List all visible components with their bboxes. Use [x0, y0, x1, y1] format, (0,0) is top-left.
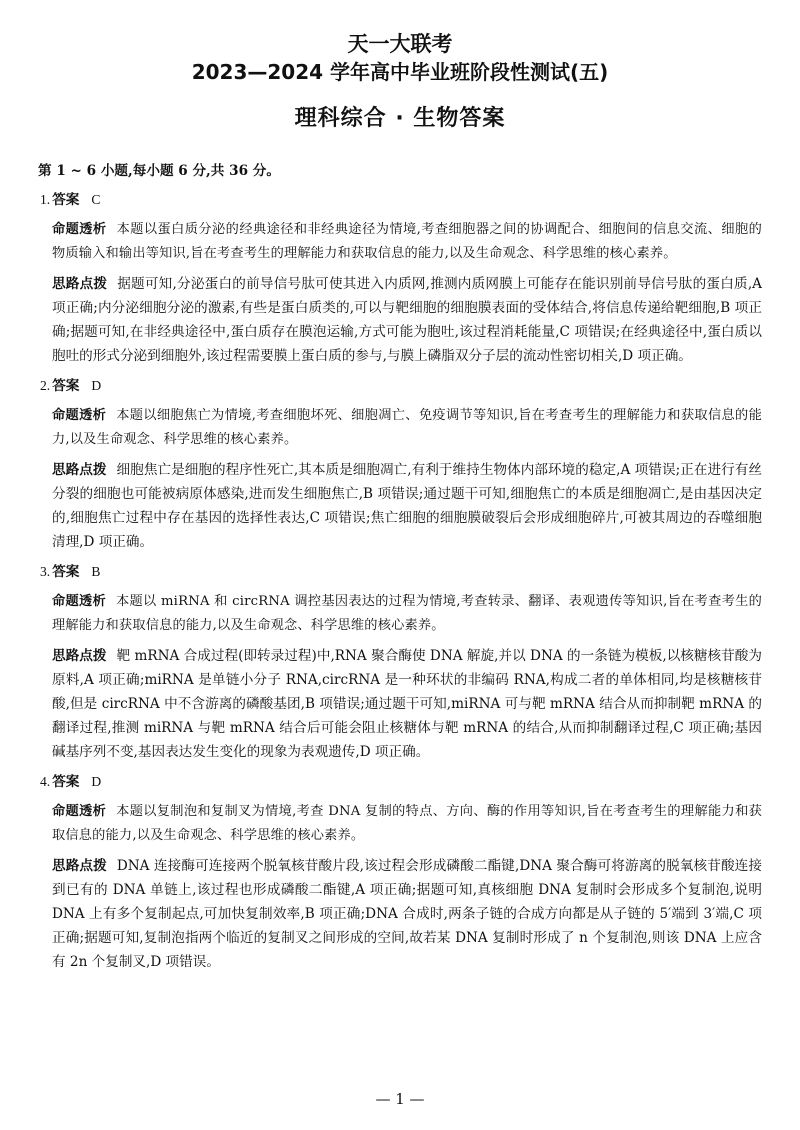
analysis-paragraph	[52, 272, 762, 368]
question-header	[38, 560, 762, 584]
question-number: 4.	[40, 774, 51, 789]
intent-paragraph	[52, 404, 762, 452]
answer-label: 答案	[52, 192, 80, 208]
intent-paragraph	[52, 218, 762, 266]
subject-title: 理科综合 · 生物答案	[294, 106, 506, 131]
answer-label: 答案	[52, 774, 80, 790]
question-header	[38, 374, 762, 398]
analysis-paragraph	[52, 458, 762, 554]
answer-value: D	[91, 774, 102, 789]
intent-paragraph	[52, 800, 762, 848]
question-number: 2.	[40, 378, 51, 393]
intent-label: 命题透析	[52, 804, 107, 819]
question-block-1	[38, 188, 762, 368]
answer-value: B	[91, 564, 101, 579]
analysis-text: DNA 连接酶可连接两个脱氧核苷酸片段,该过程会形成磷酸二酯键,DNA 聚合酶可将游离的脱氧核苷酸连接到已有的 DNA 单链上,该过程也形成磷酸二酯键,A 项正确;据题可知,真核细胞 DNA 复制时会形成多个复制泡,说明 DNA 上有多个复制起点,可加快复制效率,B 项正确;DNA 合成时,两条子链的合成方向都是从子链的 5′端到 3′端,C 项正确;据题可知,复制泡指两个临近的复制叉之间形成的空间,故若某 DNA 复制时形成了 n 个复制泡,则该 DNA 上应含有 2n 个复制叉,D 项错误。	[52, 858, 762, 970]
intent-text: 本题以蛋白质分泌的经典途径和非经典途径为情境,考查细胞器之间的协调配合、细胞间的信息交流、细胞的物质输入和输出等知识,旨在考查考生的理解能力和获取信息的能力,以及生命观念、科学思维的核心素养。	[52, 222, 762, 261]
analysis-text: 靶 mRNA 合成过程(即转录过程)中,RNA 聚合酶使 DNA 解旋,并以 DNA 的一条链为模板,以核糖核苷酸为原料,A 项正确;miRNA 是单链小分子 RNA,circRNA 是一种环状的非编码 RNA,构成二者的单体相同,均是核糖核苷酸,但是 circRNA 中不含游离的磷酸基团,B 项错误;通过题干可知,miRNA 可与靶 mRNA 结合从而抑制靶 mRNA 的翻译过程,推测 miRNA 与靶 mRNA 结合后可能会阻止核糖体与靶 mRNA 的结合,从而抑制翻译过程,C 项正确;基因碱基序列不变,基因表达发生变化的现象为表观遗传,D 项正确。	[52, 648, 762, 760]
question-header	[38, 770, 762, 794]
question-number: 3.	[40, 564, 51, 579]
section-intro: 第 1 ~ 6 小题,每小题 6 分,共 36 分。	[38, 163, 280, 179]
question-block-4	[38, 770, 762, 974]
page-number: — 1 —	[375, 1090, 425, 1108]
intent-label: 命题透析	[52, 408, 107, 423]
answer-label: 答案	[52, 378, 80, 394]
analysis-label: 思路点拨	[52, 276, 108, 292]
question-block-3	[38, 560, 762, 764]
answer-label: 答案	[52, 564, 80, 580]
question-header	[38, 188, 762, 212]
analysis-label: 思路点拨	[52, 462, 107, 478]
analysis-paragraph	[52, 854, 762, 974]
analysis-label: 思路点拨	[52, 648, 107, 664]
document-header	[38, 30, 762, 134]
analysis-label: 思路点拨	[52, 858, 107, 874]
analysis-paragraph	[52, 644, 762, 764]
exam-organizer-title: 天一大联考	[347, 32, 453, 56]
answer-value: D	[91, 378, 102, 393]
intent-text: 本题以复制泡和复制叉为情境,考查 DNA 复制的特点、方向、酶的作用等知识,旨在考查考生的理解能力和获取信息的能力,以及生命观念、科学思维的核心素养。	[52, 804, 762, 843]
analysis-text: 据题可知,分泌蛋白的前导信号肽可使其进入内质网,推测内质网膜上可能存在能识别前导信号肽的蛋白质,A 项正确;内分泌细胞分泌的激素,有些是蛋白质类的,可以与靶细胞的细胞膜表面的受体结合,将信息传递给靶细胞,B 项正确;据题可知,在非经典途径中,蛋白质存在膜泡运输,方式可能为胞吐,该过程消耗能量,C 项错误;在经典途径中,蛋白质以胞吐的形式分泌到细胞外,该过程需要膜上蛋白质的参与,与膜上磷脂双分子层的流动性密切相关,D 项正确。	[52, 276, 762, 364]
analysis-text: 细胞焦亡是细胞的程序性死亡,其本质是细胞凋亡,有利于维持生物体内部环境的稳定,A 项错误;正在进行有丝分裂的细胞也可能被病原体感染,进而发生细胞焦亡,B 项错误;通过题干可知,细胞焦亡的本质是细胞凋亡,是由基因决定的,细胞焦亡过程中存在基因的选择性表达,C 项错误;焦亡细胞的细胞膜破裂后会形成细胞碎片,可被其周边的吞噬细胞清理,D 项正确。	[52, 462, 762, 550]
question-block-2	[38, 374, 762, 554]
intent-paragraph	[52, 590, 762, 638]
answer-value: C	[91, 192, 101, 207]
question-number: 1.	[40, 192, 51, 207]
intent-label: 命题透析	[52, 222, 107, 237]
exam-title: 2023—2024 学年高中毕业班阶段性测试(五)	[191, 60, 609, 84]
intent-text: 本题以细胞焦亡为情境,考查细胞坏死、细胞凋亡、免疫调节等知识,旨在考查考生的理解能力和获取信息的能力,以及生命观念、科学思维的核心素养。	[52, 408, 762, 447]
intent-text: 本题以 miRNA 和 circRNA 调控基因表达的过程为情境,考查转录、翻译、表观遗传等知识,旨在考查考生的理解能力和获取信息的能力,以及生命观念、科学思维的核心素养。	[52, 594, 762, 633]
intent-label: 命题透析	[52, 594, 106, 609]
